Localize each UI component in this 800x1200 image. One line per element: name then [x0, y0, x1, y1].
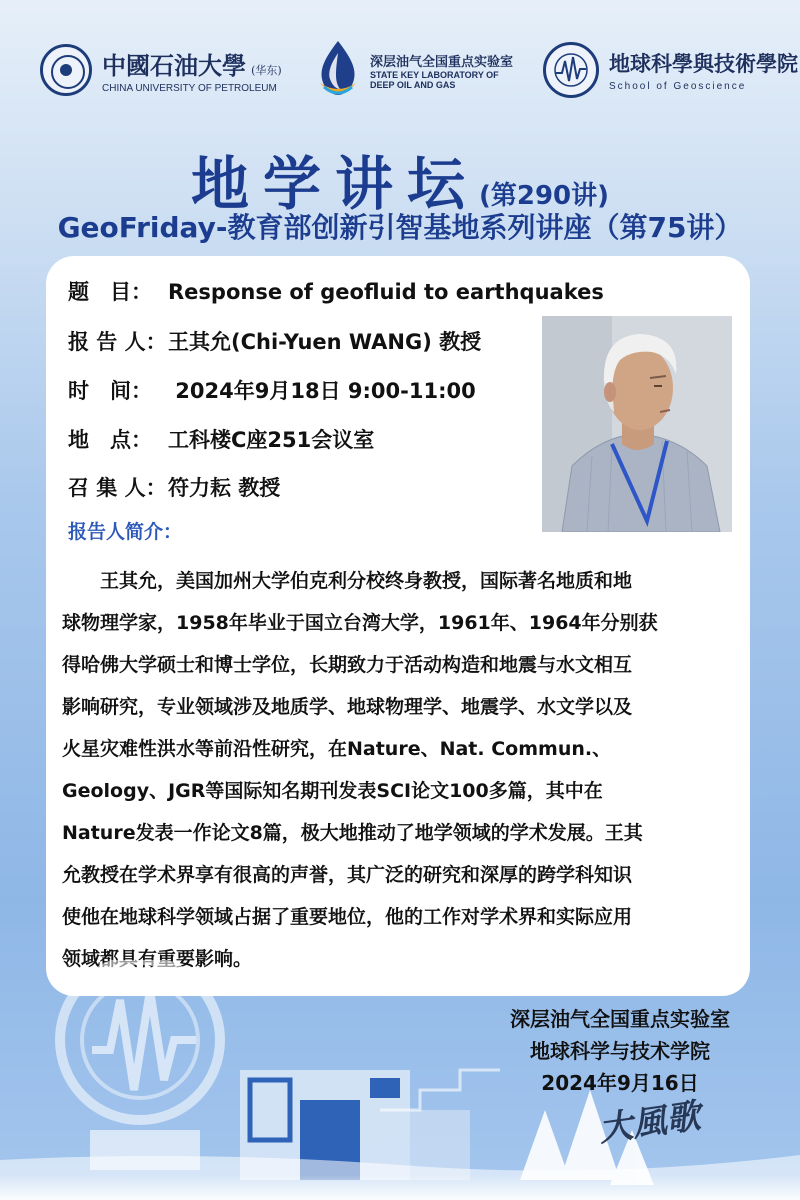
host-value: 符力耘 教授 — [168, 476, 281, 500]
intro-line: 火星灾难性洪水等前沿性研究，在Nature、Nat. Commun.、 — [62, 738, 612, 760]
topic-label: 题 目： — [68, 280, 152, 304]
calligraphy-text: 大風歌 — [596, 1096, 703, 1150]
lecture-number: (第290讲) — [478, 181, 610, 211]
speaker-photo — [542, 316, 732, 532]
place-label: 地 点： — [68, 428, 152, 452]
lab-name-en-2: DEEP OIL AND GAS — [370, 79, 456, 90]
cup-name-en: CHINA UNIVERSITY OF PETROLEUM — [102, 83, 277, 94]
intro-line: Geology、JGR等国际知名期刊发表SCI论文100多篇，其中在 — [62, 780, 603, 802]
speaker-value: 王其允(Chi-Yuen WANG) 教授 — [168, 330, 482, 354]
cup-name-cn-sub: (华东) — [251, 64, 282, 77]
time-row — [68, 375, 476, 405]
time-label: 时 间： — [68, 379, 152, 403]
intro-line: 得哈佛大学硕士和博士学位，长期致力于活动构造和地震与水文相互 — [62, 654, 633, 676]
geoscience-name-cn: 地球科學與技術學院 — [609, 51, 798, 76]
place-value: 工科楼C座251会议室 — [168, 428, 375, 452]
topic-value: Response of geofluid to earthquakes — [168, 280, 604, 304]
intro-line: 王其允，美国加州大学伯克利分校终身教授，国际著名地质和地 — [62, 570, 633, 592]
cup-logo — [40, 40, 282, 100]
geoscience-seal-icon — [543, 42, 599, 98]
lab-name-en-1: STATE KEY LABORATORY OF — [370, 69, 499, 80]
cup-seal-icon — [40, 44, 92, 96]
lecture-subtitle: GeoFriday-教育部创新引智基地系列讲座（第75讲） — [57, 211, 743, 244]
intro-line: 影响研究，专业领域涉及地质学、地球物理学、地震学、水文学以及 — [62, 696, 633, 718]
lecture-title-cn: 地学讲坛 — [190, 150, 479, 218]
intro-heading: 报告人简介： — [68, 521, 183, 543]
host-row — [68, 472, 280, 502]
speaker-row — [68, 326, 481, 356]
cup-name-cn: 中國石油大學 — [102, 51, 246, 80]
time-value: 2024年9月18日 9:00-11:00 — [168, 379, 476, 403]
host-label: 召 集 人： — [68, 476, 167, 500]
footer-org-school: 地球科学与技术学院 — [530, 1039, 710, 1063]
place-row — [68, 424, 374, 454]
intro-line: 使他在地球科学领域占据了重要地位，他的工作对学术界和实际应用 — [62, 906, 633, 928]
lab-name-cn: 深层油气全国重点实验室 — [370, 54, 514, 70]
intro-line: 领域都具有重要影响。 — [62, 948, 253, 970]
lab-logo — [314, 40, 513, 100]
lab-emblem-icon — [314, 39, 362, 101]
intro-line: Nature发表一作论文8篇，极大地推动了地学领域的学术发展。王其 — [62, 822, 643, 844]
footer-date: 2024年9月16日 — [541, 1071, 699, 1095]
speaker-label: 报 告 人： — [68, 330, 167, 354]
footer-org-lab: 深层油气全国重点实验室 — [510, 1007, 730, 1031]
intro-line: 允教授在学术界享有很高的声誉，其广泛的研究和深厚的跨学科知识 — [62, 864, 633, 886]
intro-line: 球物理学家，1958年毕业于国立台湾大学，1961年、1964年分别获 — [62, 612, 658, 634]
geoscience-name-en: School of Geoscience — [609, 81, 747, 92]
topic-row — [68, 276, 604, 306]
geoscience-logo — [543, 40, 798, 100]
